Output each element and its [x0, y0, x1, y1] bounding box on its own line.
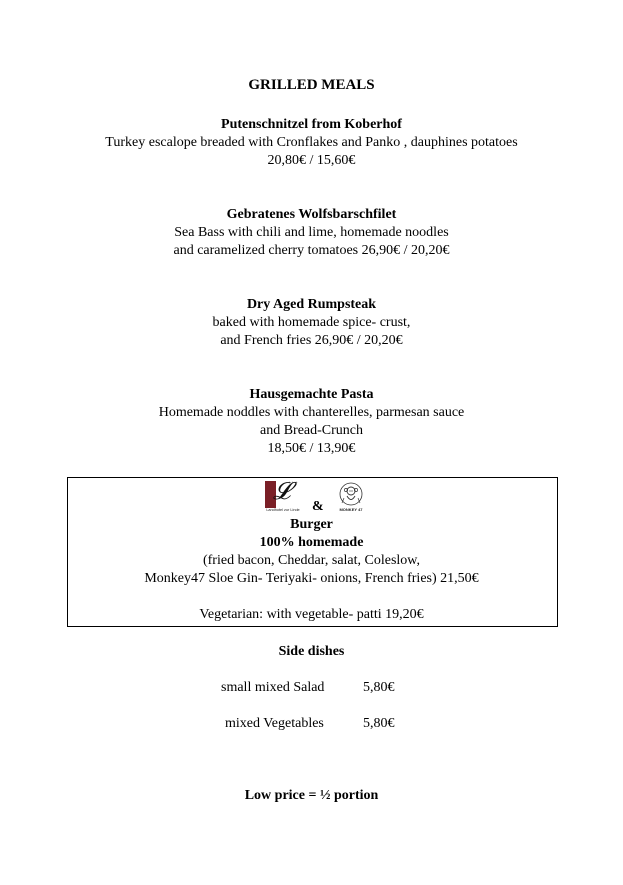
side-dish-price: 5,80€	[363, 680, 395, 695]
dish-description: and Bread-Crunch	[259, 423, 364, 438]
dish-name: Dry Aged Rumpsteak	[246, 297, 377, 312]
side-dish-price: 5,80€	[363, 716, 395, 731]
dish-description: Homemade noddles with chanterelles, parmesan sauce	[158, 405, 465, 420]
burger-name: Burger	[290, 517, 333, 532]
dish-price: 20,80€ / 15,60€	[267, 153, 356, 168]
side-dish-name: mixed Vegetables	[225, 716, 324, 731]
burger-subtitle: 100% homemade	[259, 535, 364, 550]
dish-description: baked with homemade spice- crust,	[212, 315, 411, 330]
side-dishes-title: Side dishes	[278, 644, 345, 659]
hotel-logo-script-icon: 𝓛	[273, 477, 291, 505]
hotel-logo	[262, 477, 304, 514]
dish-price: 18,50€ / 13,90€	[267, 441, 356, 456]
hotel-logo-text: Landhotel zur Linde	[266, 508, 300, 512]
dish-name: Hausgemachte Pasta	[249, 387, 374, 402]
burger-vegetarian-option: Vegetarian: with vegetable- patti 19,20€	[199, 607, 424, 622]
logo-ampersand: &	[312, 499, 324, 514]
hotel-logo-stars: ***	[288, 482, 299, 487]
side-dish-name: small mixed Salad	[221, 680, 325, 695]
monkey-icon	[336, 481, 366, 507]
dish-description: Sea Bass with chili and lime, homemade noodles	[174, 225, 449, 240]
burger-description: Monkey47 Sloe Gin- Teriyaki- onions, French fries) 21,50€	[144, 571, 479, 586]
burger-description: (fried bacon, Cheddar, salat, Coleslow,	[202, 553, 421, 568]
dish-name: Putenschnitzel from Koberhof	[221, 117, 402, 132]
dish-name: Gebratenes Wolfsbarschfilet	[226, 207, 397, 222]
burger-logos	[0, 477, 623, 514]
monkey47-logo-text: MONKEY 47	[339, 507, 363, 512]
dish-description: and French fries 26,90€ / 20,20€	[220, 333, 403, 348]
dish-description: Turkey escalope breaded with Cronflakes and Panko , dauphines potatoes	[105, 135, 518, 150]
monkey47-logo	[334, 480, 368, 514]
page-title: GRILLED MEALS	[248, 77, 375, 93]
portion-note: Low price = ½ portion	[244, 788, 379, 803]
dish-description: and caramelized cherry tomatoes 26,90€ / 20,20€	[173, 243, 450, 258]
